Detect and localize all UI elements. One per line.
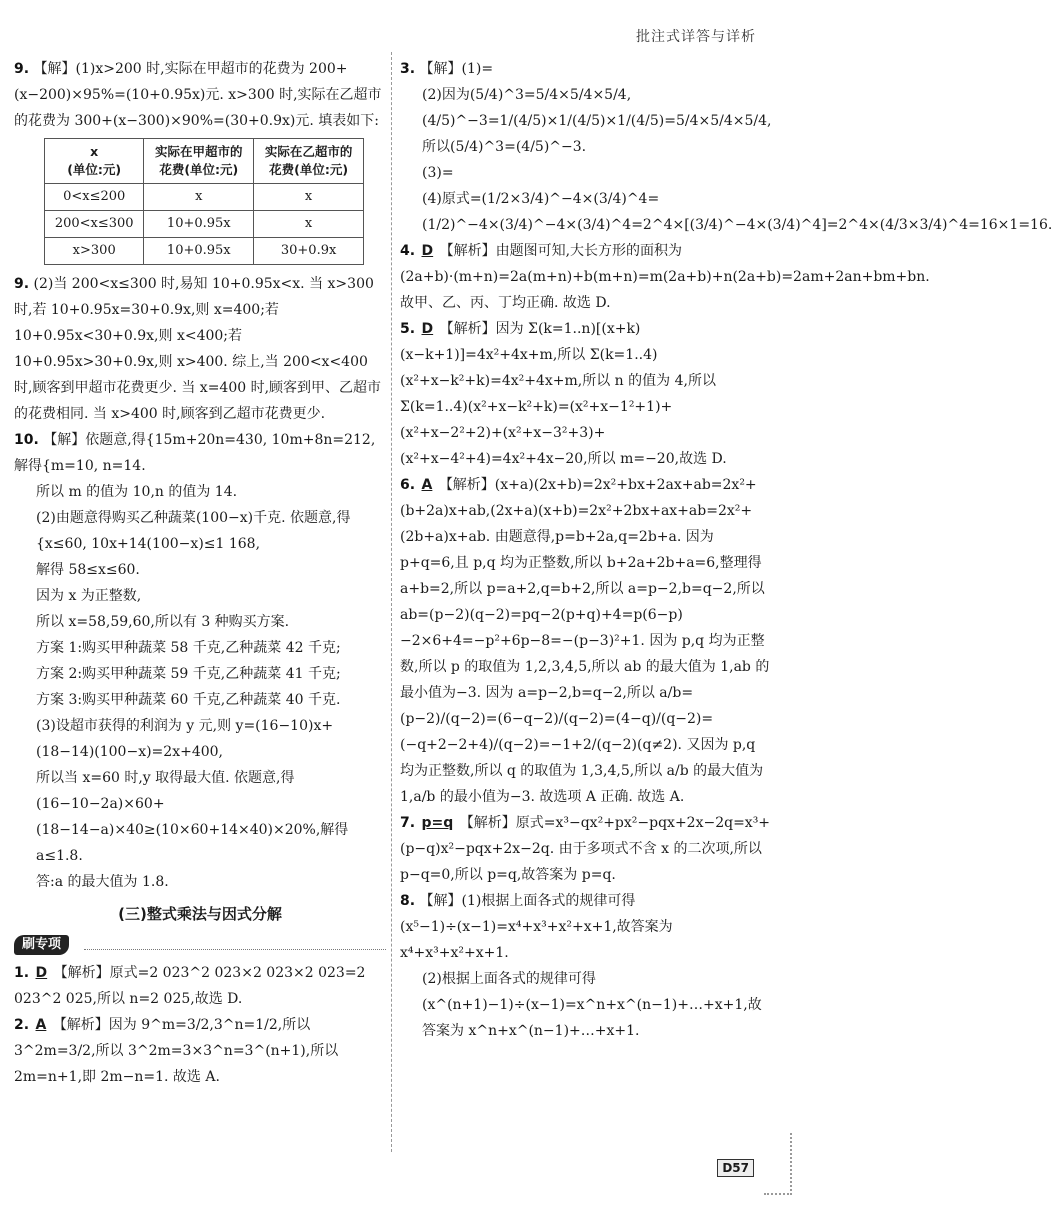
q10-line: 方案 2:购买甲种蔬菜 59 千克,乙种蔬菜 41 千克;	[36, 666, 341, 682]
running-header: 批注式详答与详析	[636, 29, 756, 45]
q3-label: 3.	[400, 61, 416, 77]
q5-label: 5.	[400, 321, 416, 337]
table-cell: x	[254, 211, 364, 238]
q1-text: 【解析】原式=2 023^2 023×2 023×2 023=2 023^2 025,所以 n=2 025,故选 D.	[14, 965, 366, 1007]
q4-text: 【解析】由题图可知,大长方形的面积为(2a+b)·(m+n)=2a(m+n)+b(m+n)=m(2a+b)+n(2a+b)=2am+2an+bm+bn. 故甲、乙、丙、丁均正确. 故选 D.	[400, 243, 930, 311]
corner-decoration	[764, 1133, 792, 1195]
table-cell: 0<x≤200	[45, 184, 144, 211]
q9b-text: (2)当 200<x≤300 时,易知 10+0.95x<x. 当 x>300 时,若 10+0.95x=30+0.9x,则 x=400;若 10+0.95x<30+0.9x,则 x<400;若 10+0.95x>30+0.9x,则 x>400. 综上,当 200<x<400 时,顾客到甲超市花费更少. 当 x=400 时,顾客到甲、乙超市的花费相同. 当 x>400 时,顾客到乙超市花费更少.	[14, 276, 382, 422]
q7-label: 7.	[400, 815, 416, 831]
q3-line: (2)因为(5/4)^3=5/4×5/4×5/4,(4/5)^−3=1/(4/5)×1/(4/5)×1/(4/5)=5/4×5/4×5/4,所以(5/4)^3=(4/5)^−3.	[422, 87, 772, 155]
column-divider	[391, 52, 392, 1152]
q10-line: 方案 1:购买甲种蔬菜 58 千克,乙种蔬菜 42 千克;	[36, 640, 341, 656]
q10-line: 答:a 的最大值为 1.8.	[36, 874, 169, 890]
q6-answer: A	[421, 477, 433, 493]
table-row	[45, 238, 364, 265]
q9-label: 9.	[14, 61, 30, 77]
left-column	[14, 56, 386, 1090]
table-cell: 10+0.95x	[144, 238, 254, 265]
section-title: (三)整式乘法与因式分解	[118, 905, 282, 923]
q6-text: 【解析】(x+a)(2x+b)=2x²+bx+2ax+ab=2x²+(b+2a)x+ab,(2x+a)(x+b)=2x²+2bx+ax+ab=2x²+(2b+a)x+ab. 由题意得,p=b+2a,q=2b+a. 因为 p+q=6,且 p,q 均为正整数,所以 b+2a+2b+a=6,整理得 a+b=2,所以 p=a+2,q=b+2,所以 a=p−2,b=q−2,所以 ab=(p−2)(q−2)=pq−2(p+q)+4=p(6−p)−2×6+4=−p²+6p−8=−(p−3)²+1. 因为 p,q 均为正整数,所以 p 的取值为 1,2,3,4,5,所以 ab 的最大值为 1,ab 的最小值为−3. 因为 a=p−2,b=q−2,所以 a/b=(p−2)/(q−2)=(6−q−2)/(q−2)=(4−q)/(q−2)=(−q+2−2+4)/(q−2)=−1+2/(q−2)(q≠2). 又因为 p,q 均为正整数,所以 q 的取值为 1,3,4,5,所以 a/b 的最大值为 1,a/b 的最小值为−3. 故选项 A 正确. 故选 A.	[400, 477, 770, 805]
q4-label: 4.	[400, 243, 416, 259]
q2-label: 2.	[14, 1017, 30, 1033]
q3-block	[400, 56, 1052, 238]
table-cell: 200<x≤300	[45, 211, 144, 238]
q8-block	[400, 888, 772, 1044]
q7-text: 【解析】原式=x³−qx²+px²−pqx+2x−2q=x³+(p−q)x²−pqx+2x−2q. 由于多项式不含 x 的二次项,所以 p−q=0,所以 p=q,故答案为 p=q.	[400, 815, 771, 883]
fee-table-header-row	[45, 139, 364, 184]
fee-table	[44, 138, 364, 265]
q4-block	[400, 238, 930, 316]
q3-line: (3)=	[422, 165, 454, 181]
q9-part2	[14, 271, 386, 427]
page-number: D57	[717, 1159, 754, 1177]
q10-line: 因为 x 为正整数,	[36, 588, 142, 604]
q5-block	[400, 316, 772, 472]
q1-answer: D	[35, 965, 48, 981]
q3-line: 【解】(1)=	[419, 61, 494, 77]
q2-block	[14, 1012, 386, 1090]
q10-line: 解得 58≤x≤60.	[36, 562, 140, 578]
table-cell: 30+0.9x	[254, 238, 364, 265]
q7-answer: p=q	[421, 815, 454, 831]
q10-line: (3)设超市获得的利润为 y 元,则 y=(16−10)x+(18−14)(100−x)=2x+400,	[36, 718, 334, 760]
table-row	[45, 211, 364, 238]
q9b-label: 9.	[14, 276, 30, 292]
table-cell: x	[254, 184, 364, 211]
q2-text: 【解析】因为 9^m=3/2,3^n=1/2,所以 3^2m=3/2,所以 3^2m=3×3^n=3^(n+1),所以 2m=n+1,即 2m−n=1. 故选 A.	[14, 1017, 339, 1085]
q1-block	[14, 960, 386, 1012]
q10-label: 10.	[14, 432, 39, 448]
q5-text: 【解析】因为 Σ(k=1..n)[(x+k)(x−k+1)]=4x²+4x+m,所以 Σ(k=1..4)(x²+x−k²+k)=4x²+4x+m,所以 n 的值为 4,所以 Σ(k=1..4)(x²+x−k²+k)=(x²+x−1²+1)+(x²+x−2²+2)+(x²+x−3²+3)+(x²+x−4²+4)=4x²+4x−20,所以 m=−20,故选 D.	[400, 321, 727, 467]
q2-answer: A	[35, 1017, 47, 1033]
q8-line: 【解】(1)根据上面各式的规律可得(x⁵−1)÷(x−1)=x⁴+x³+x²+x+1,故答案为 x⁴+x³+x²+x+1.	[400, 893, 673, 961]
q10-line: (2)由题意得购买乙种蔬菜(100−x)千克. 依题意,得{x≤60, 10x+14(100−x)≤1 168,	[36, 510, 351, 552]
brush-label: 刷专项	[14, 935, 69, 955]
q8-line: (2)根据上面各式的规律可得(x^(n+1)−1)÷(x−1)=x^n+x^(n−1)+…+x+1,故答案为 x^n+x^(n−1)+…+x+1.	[422, 971, 762, 1039]
q5-answer: D	[421, 321, 434, 337]
q6-block	[400, 472, 772, 810]
table-row	[45, 184, 364, 211]
q3-line: (4)原式=(1/2×3/4)^−4×(3/4)^4=(1/2)^−4×(3/4)^−4×(3/4)^4=2^4×[(3/4)^−4×(3/4)^4]=2^4×(4/3×3/4)^4=16×1=16.	[422, 191, 1052, 233]
q10-line: 【解】依题意,得{15m+20n=430, 10m+8n=212, 解得{m=10, n=14.	[14, 432, 376, 474]
q4-answer: D	[421, 243, 434, 259]
q10-line: 所以 m 的值为 10,n 的值为 14.	[36, 484, 238, 500]
table-cell: 10+0.95x	[144, 211, 254, 238]
q9-part1	[14, 56, 386, 134]
fee-table-header-yi: 实际在乙超市的 花费(单位:元)	[254, 139, 364, 184]
q10-line: 方案 3:购买甲种蔬菜 60 千克,乙种蔬菜 40 千克.	[36, 692, 341, 708]
q8-label: 8.	[400, 893, 416, 909]
fee-table-header-x: x (单位:元)	[45, 139, 144, 184]
table-cell: x>300	[45, 238, 144, 265]
q9-text: 【解】(1)x>200 时,实际在甲超市的花费为 200+(x−200)×95%=(10+0.95x)元. x>300 时,实际在乙超市的花费为 300+(x−300)×90%=(30+0.9x)元. 填表如下:	[14, 61, 382, 129]
right-column	[400, 56, 1052, 1044]
q6-label: 6.	[400, 477, 416, 493]
q7-block	[400, 810, 772, 888]
fee-table-header-jia: 实际在甲超市的 花费(单位:元)	[144, 139, 254, 184]
brush-divider	[84, 949, 386, 950]
q10-line: 所以当 x=60 时,y 取得最大值. 依题意,得(16−10−2a)×60+(18−14−a)×40≥(10×60+14×40)×20%,解得 a≤1.8.	[36, 770, 349, 864]
q1-label: 1.	[14, 965, 30, 981]
table-cell: x	[144, 184, 254, 211]
q10-block	[14, 427, 386, 895]
q10-line: 所以 x=58,59,60,所以有 3 种购买方案.	[36, 614, 290, 630]
